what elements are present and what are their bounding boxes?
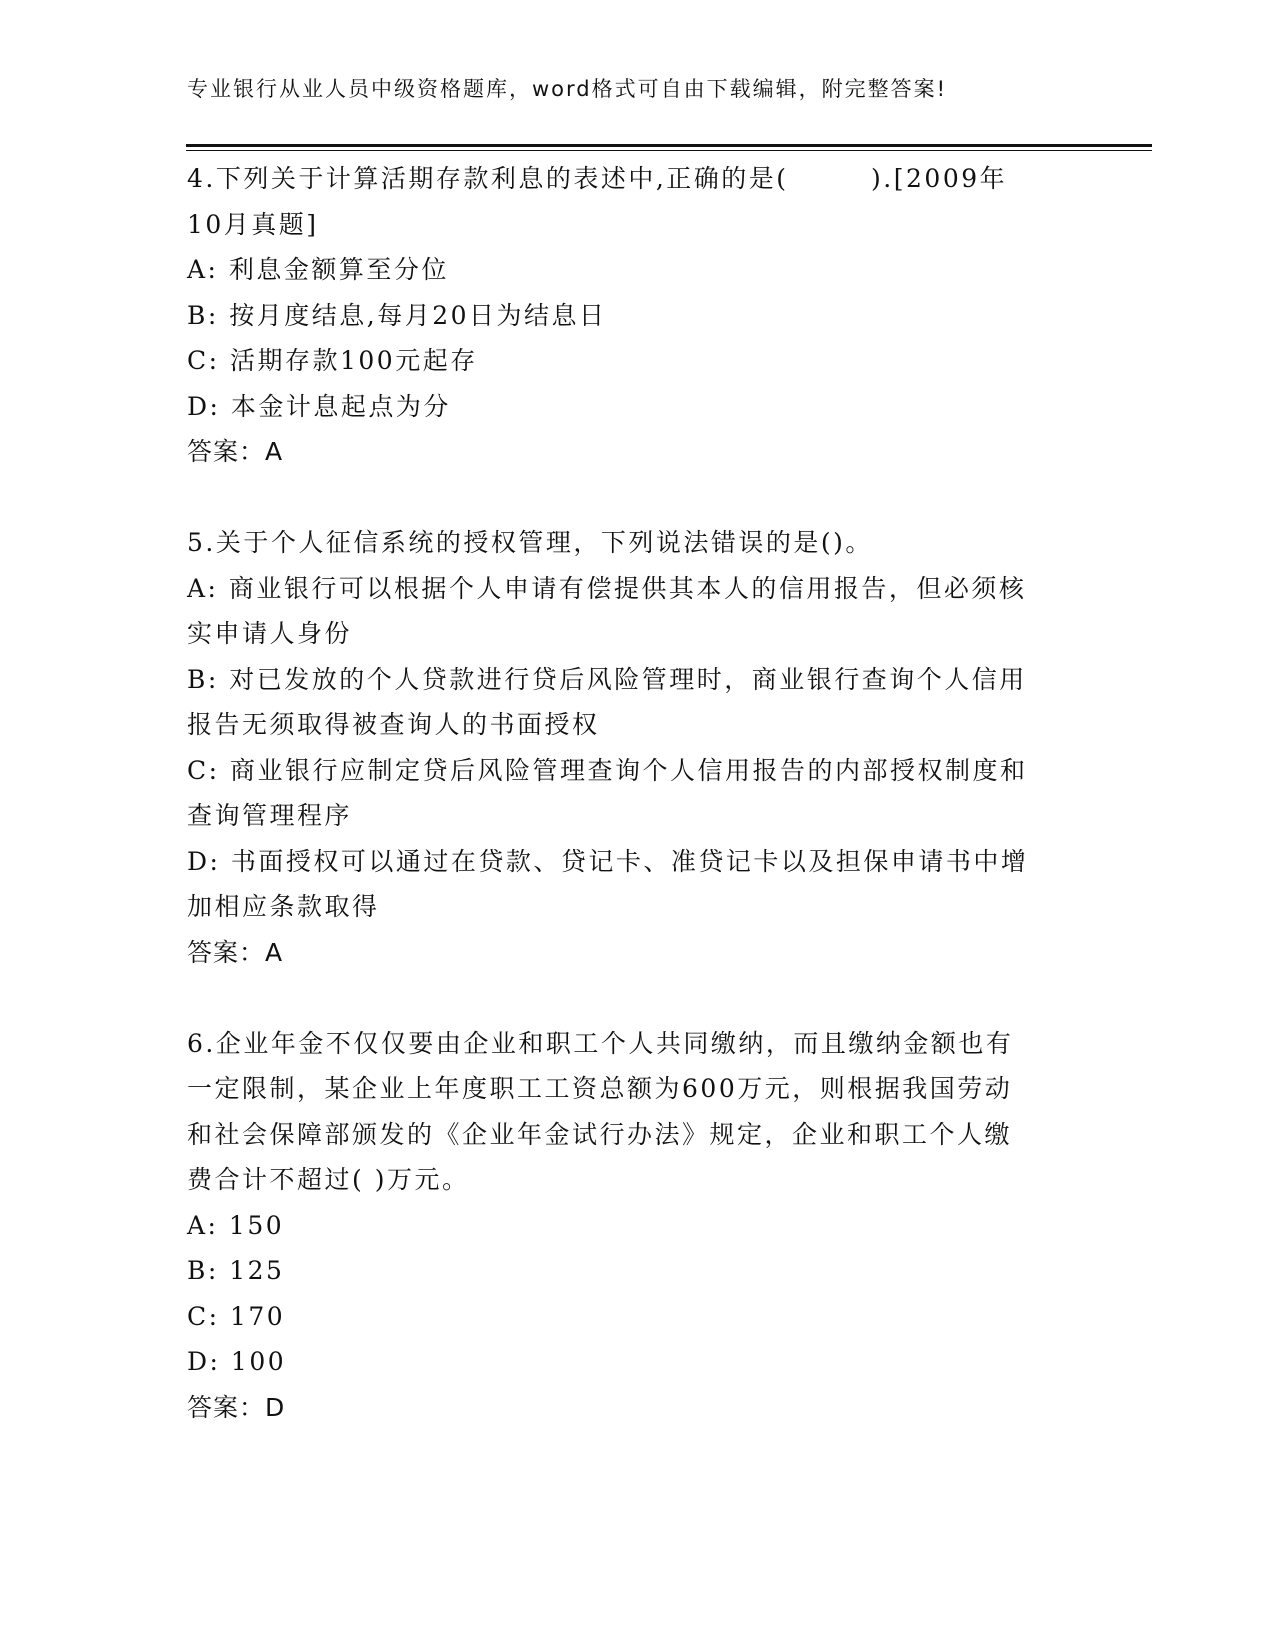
option-d-continued: 加相应条款取得 bbox=[187, 892, 380, 921]
header-rule-thin bbox=[186, 150, 1152, 151]
question-stem-line: 5.关于个人征信系统的授权管理，下列说法错误的是()。 bbox=[187, 528, 873, 557]
answer: 答案：A bbox=[187, 437, 284, 466]
option-c: C: 170 bbox=[187, 1301, 286, 1331]
option-b: B: 对已发放的个人贷款进行贷后风险管理时，商业银行查询个人信用 bbox=[187, 664, 1027, 694]
option-a-continued: 实申请人身份 bbox=[187, 619, 353, 648]
option-b-continued: 报告无须取得被查询人的书面授权 bbox=[187, 710, 600, 739]
option-a: A: 商业银行可以根据个人申请有偿提供其本人的信用报告，但必须核 bbox=[187, 573, 1027, 603]
question-stem-line: 10月真题] bbox=[187, 209, 319, 239]
question-5 bbox=[187, 520, 1067, 975]
spacer bbox=[187, 975, 1067, 1021]
question-stem-line: 一定限制，某企业上年度职工工资总额为600万元，则根据我国劳动 bbox=[187, 1074, 1013, 1103]
question-list bbox=[187, 156, 1067, 1430]
option-b: B: 125 bbox=[187, 1256, 285, 1285]
spacer bbox=[187, 475, 1067, 521]
question-6 bbox=[187, 1021, 1067, 1431]
answer: 答案：D bbox=[187, 1392, 286, 1422]
option-a: A: 利息金额算至分位 bbox=[187, 255, 449, 284]
question-stem-line: 和社会保障部颁发的《企业年金试行办法》规定，企业和职工个人缴 bbox=[187, 1119, 1013, 1149]
option-b: B: 按月度结息,每月20日为结息日 bbox=[187, 300, 607, 330]
header-rule-thick bbox=[186, 144, 1152, 147]
question-stem-line: 6.企业年金不仅仅要由企业和职工个人共同缴纳，而且缴纳金额也有 bbox=[187, 1028, 1014, 1058]
option-c-continued: 查询管理程序 bbox=[187, 801, 353, 830]
option-d: D: 本金计息起点为分 bbox=[187, 391, 451, 421]
option-a: A: 150 bbox=[187, 1210, 285, 1240]
page-header: 专业银行从业人员中级资格题库，word格式可自由下载编辑，附完整答案! bbox=[187, 77, 948, 101]
question-4 bbox=[187, 156, 1067, 475]
option-c: C: 活期存款100元起存 bbox=[187, 346, 478, 375]
question-stem-line: 4.下列关于计算活期存款利息的表述中,正确的是( ).[2009年 bbox=[187, 164, 1008, 193]
question-stem-line: 费合计不超过( )万元。 bbox=[187, 1165, 470, 1194]
answer: 答案：A bbox=[187, 937, 284, 967]
option-d: D: 100 bbox=[187, 1347, 287, 1376]
option-c: C: 商业银行应制定贷后风险管理查询个人信用报告的内部授权制度和 bbox=[187, 755, 1028, 785]
option-d: D: 书面授权可以通过在贷款、贷记卡、准贷记卡以及担保申请书中增 bbox=[187, 846, 1029, 876]
